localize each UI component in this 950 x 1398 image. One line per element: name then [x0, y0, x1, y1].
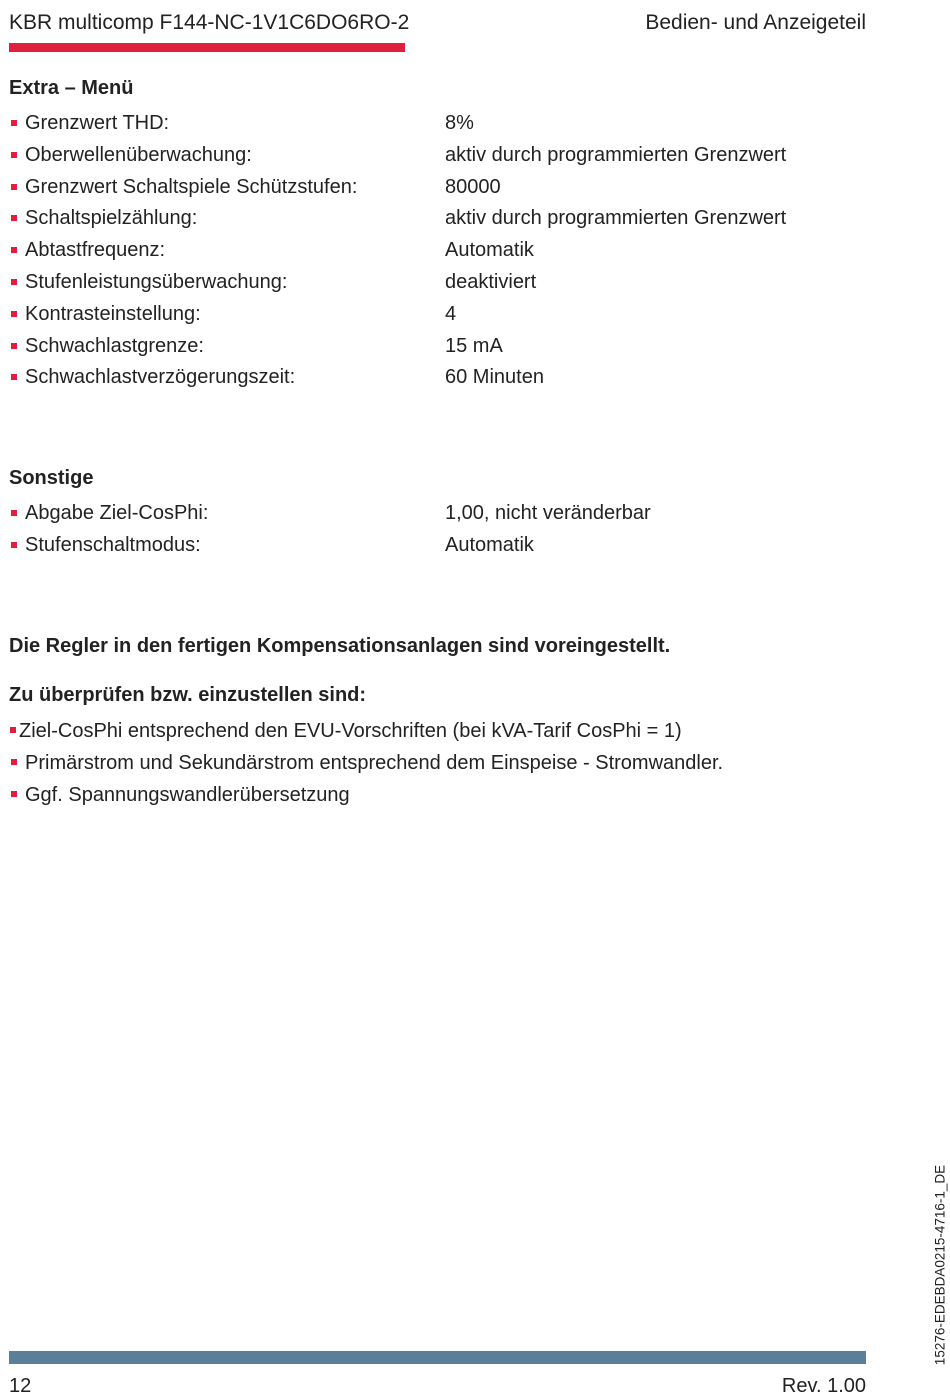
setting-value: 4 [445, 302, 457, 325]
document-code-text: 15276-EDEBDA0215-4716-1_DE [932, 1164, 948, 1366]
check-item-text: Primärstrom und Sekundärstrom entsprechend dem Einspeise - Stromwandler. [25, 752, 724, 774]
setting-value: 1,00, nicht veränderbar [445, 502, 651, 524]
bullet-icon [11, 542, 17, 548]
setting-value: Automatik [445, 533, 534, 556]
revision-label: Rev. 1.00 [781, 1375, 866, 1397]
setting-value: Automatik [445, 239, 534, 262]
setting-label: Grenzwert THD: [25, 112, 170, 134]
bullet-icon [11, 759, 17, 765]
setting-label: Kontrasteinstellung: [25, 302, 201, 325]
bullet-icon [11, 247, 17, 253]
setting-label: Schaltspielzählung: [25, 207, 198, 230]
bullet-icon [10, 727, 16, 733]
bullet-icon [11, 374, 17, 380]
check-heading: Zu überprüfen bzw. einzustellen sind: [9, 684, 367, 706]
setting-label: Stufenschaltmodus: [25, 533, 201, 556]
setting-value: aktiv durch programmierten Grenzwert [445, 207, 787, 230]
setting-label: Schwachlastgrenze: [25, 334, 204, 357]
setting-label: Stufenleistungsüberwachung: [25, 270, 288, 293]
bullet-icon [11, 510, 17, 516]
check-item-text: Ziel-CosPhi entsprechend den EVU-Vorschriften (bei kVA-Tarif CosPhi = 1) [19, 720, 682, 742]
bullet-icon [11, 152, 17, 158]
document-title: KBR multicomp F144-NC-1V1C6DO6RO-2 [9, 11, 410, 34]
bullet-icon [11, 184, 17, 190]
bullet-icon [11, 343, 17, 349]
setting-label: Abtastfrequenz: [25, 239, 166, 262]
bullet-icon [11, 215, 17, 221]
bullet-icon [11, 120, 17, 126]
bullet-icon [11, 311, 17, 317]
setting-label: Schwachlastverzögerungszeit: [25, 366, 296, 389]
setting-value: 80000 [445, 175, 501, 198]
preset-statement: Die Regler in den fertigen Kompensationsanlagen sind voreingestellt. [9, 635, 671, 657]
page-number: 12 [9, 1375, 32, 1397]
setting-value: 15 mA [445, 334, 503, 357]
setting-value: aktiv durch programmierten Grenzwert [445, 143, 787, 166]
setting-label: Oberwellenüberwachung: [25, 143, 252, 166]
section-title: Bedien- und Anzeigeteil [645, 11, 866, 34]
footer-bar [9, 1351, 866, 1364]
extra-menu-heading: Extra – Menü [9, 77, 134, 99]
check-item-text: Ggf. Spannungswandlerübersetzung [25, 784, 350, 806]
setting-value: 8% [445, 112, 474, 134]
setting-value: 60 Minuten [445, 366, 544, 389]
bullet-icon [11, 791, 17, 797]
setting-label: Grenzwert Schaltspiele Schützstufen: [25, 175, 358, 198]
header-accent-bar [9, 43, 405, 52]
setting-value: deaktiviert [445, 270, 537, 293]
document-code [930, 1145, 950, 1385]
bullet-icon [11, 279, 17, 285]
sonstige-heading: Sonstige [9, 467, 94, 489]
setting-label: Abgabe Ziel-CosPhi: [25, 502, 209, 524]
